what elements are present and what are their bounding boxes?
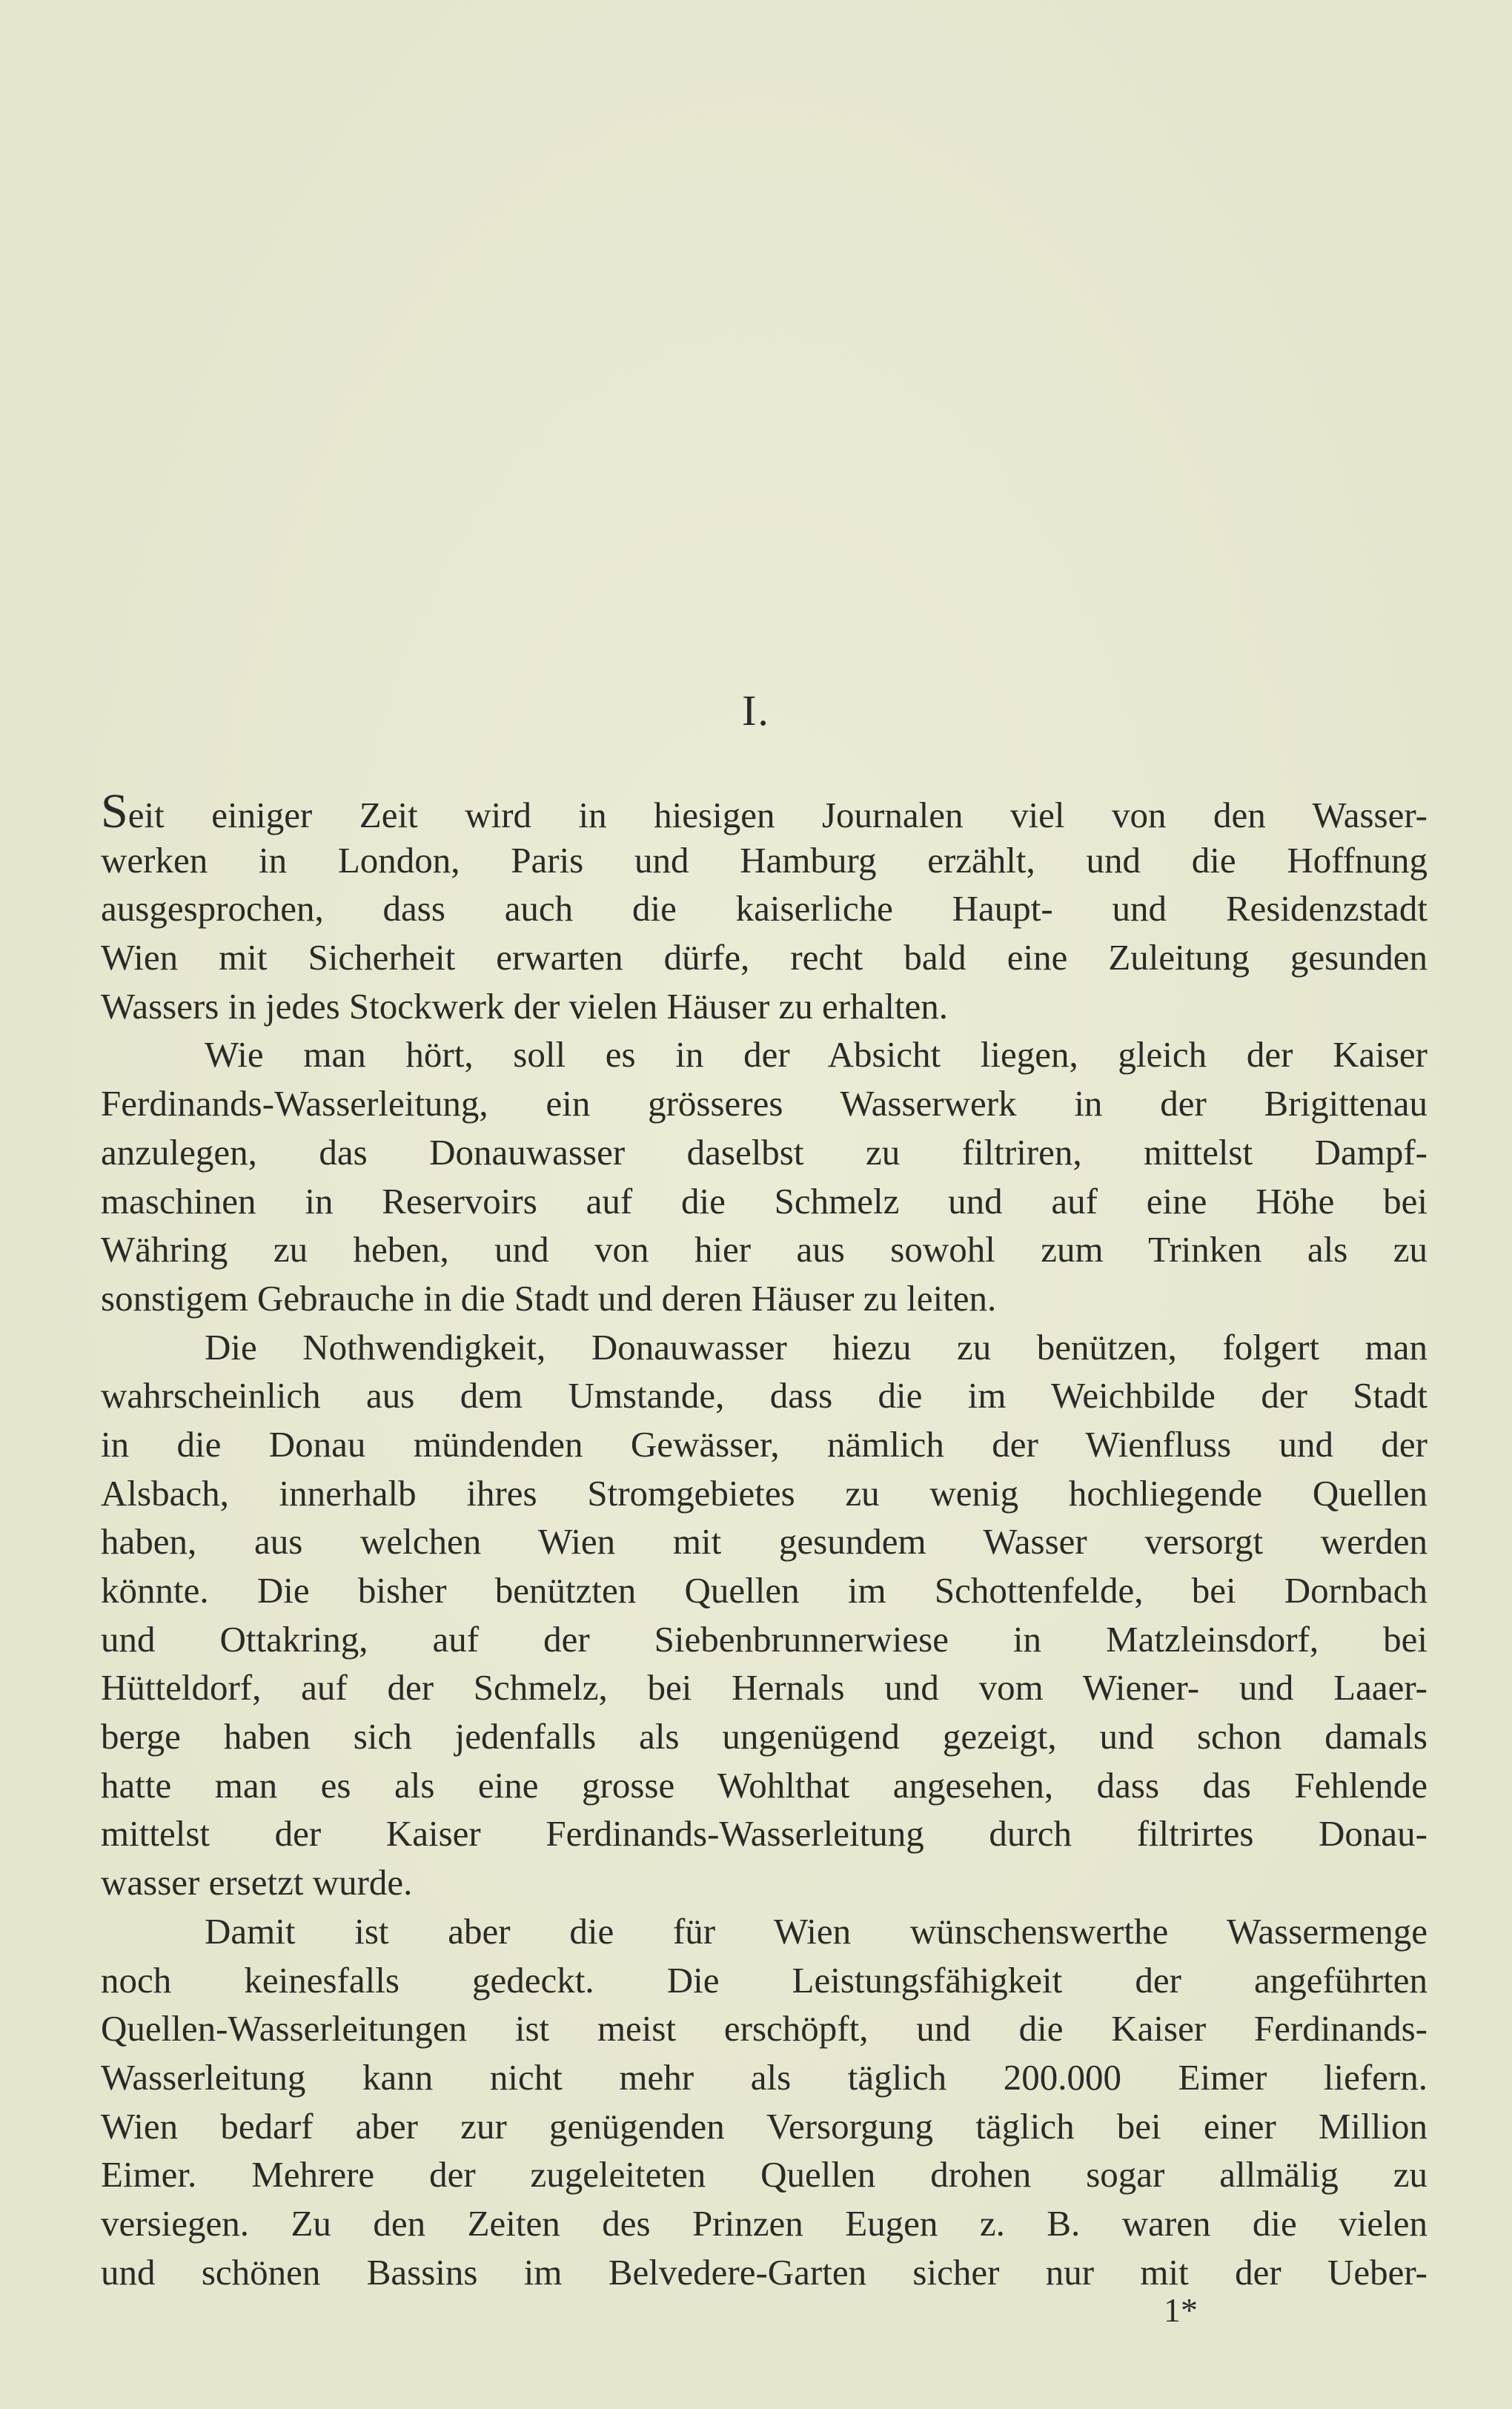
text-line: [101, 1566, 1428, 1615]
text-line: [101, 1079, 1428, 1128]
text-line: [101, 2199, 1428, 2248]
text-line-content: Die Nothwendigkeit, Donauwasser hiezu zu benützen, folgert man: [205, 1326, 1428, 1368]
text-line: [101, 1615, 1428, 1664]
text-line: [101, 1225, 1428, 1274]
text-line-content: und schönen Bassins im Belvedere-Garten sicher nur mit der Ueber-: [101, 2251, 1428, 2293]
text-line-content: Wien bedarf aber zur genügenden Versorgung täglich bei einer Million: [101, 2105, 1428, 2147]
text-line-content: anzulegen, das Donauwasser daselbst zu filtriren, mittelst Dampf-: [101, 1131, 1428, 1173]
text-line-content: und Ottakring, auf der Siebenbrunnerwiese in Matzleinsdorf, bei: [101, 1618, 1428, 1660]
text-line-content: noch keinesfalls gedeckt. Die Leistungsfähigkeit der angeführten: [101, 1959, 1428, 2001]
text-line-content: Ferdinands-Wasserleitung, ein grösseres Wasserwerk in der Brigittenau: [101, 1083, 1428, 1124]
text-line-content: maschinen in Reservoirs auf die Schmelz und auf eine Höhe bei: [101, 1180, 1428, 1222]
text-line: [101, 1809, 1428, 1858]
text-line-content: haben, aus welchen Wien mit gesundem Wasser versorgt werden: [101, 1521, 1428, 1563]
text-line: [101, 1517, 1428, 1566]
text-line-content: berge haben sich jedenfalls als ungenügend gezeigt, und schon damals: [101, 1716, 1428, 1757]
text-line: [101, 2004, 1428, 2053]
text-line-content: wasser ersetzt wurde.: [101, 1862, 413, 1903]
text-line: [101, 933, 1428, 982]
body-text: [101, 787, 1428, 2296]
text-line-content: Wien mit Sicherheit erwarten dürfe, recht bald eine Zuleitung gesunden: [101, 937, 1428, 978]
chapter-heading: I.: [742, 686, 770, 735]
text-line-content: versiegen. Zu den Zeiten des Prinzen Eugen z. B. waren die vielen: [101, 2202, 1428, 2244]
text-line-content: eit einiger Zeit wird in hiesigen Journalen viel von den Wasser-: [127, 795, 1428, 835]
text-line-content: sonstigem Gebrauche in die Stadt und deren Häuser zu leiten.: [101, 1277, 997, 1319]
text-line-content: werken in London, Paris und Hamburg erzählt, und die Hoffnung: [101, 839, 1428, 881]
text-line: [101, 2053, 1428, 2102]
text-line-content: Hütteldorf, auf der Schmelz, bei Hernals und vom Wiener- und Laaer-: [101, 1667, 1428, 1709]
text-line: [101, 2248, 1428, 2297]
text-line: [101, 1956, 1428, 2005]
text-line: [101, 1420, 1428, 1469]
drop-cap: S: [101, 787, 128, 836]
text-line: [101, 1858, 1428, 1907]
text-line: [101, 787, 1428, 836]
text-line-content: Quellen-Wasserleitungen ist meist erschöpft, und die Kaiser Ferdinands-: [101, 2008, 1428, 2050]
text-line-content: in die Donau mündenden Gewässer, nämlich der Wienfluss und der: [101, 1423, 1428, 1465]
text-line-content: hatte man es als eine grosse Wohlthat angesehen, dass das Fehlende: [101, 1764, 1428, 1806]
text-line: [101, 1323, 1428, 1372]
text-line-content: wahrscheinlich aus dem Umstande, dass die im Weichbilde der Stadt: [101, 1375, 1428, 1416]
text-line-content: Wasserleitung kann nicht mehr als täglich 200.000 Eimer liefern.: [101, 2056, 1428, 2098]
text-line: [101, 1663, 1428, 1712]
text-line-content: Alsbach, innerhalb ihres Stromgebietes zu wenig hochliegende Quellen: [101, 1472, 1428, 1514]
page-number: 1*: [1164, 2291, 1198, 2329]
text-line-content: ausgesprochen, dass auch die kaiserliche Haupt- und Residenzstadt: [101, 888, 1428, 930]
text-line: [101, 982, 1428, 1031]
text-line: [101, 1907, 1428, 1956]
text-line: [101, 836, 1428, 885]
text-line: [101, 1030, 1428, 1079]
text-line: [101, 1371, 1428, 1420]
text-line-content: Damit ist aber die für Wien wünschenswerthe Wassermenge: [205, 1910, 1428, 1952]
text-line: [101, 1177, 1428, 1226]
text-line: [101, 1128, 1428, 1177]
text-line-content: mittelst der Kaiser Ferdinands-Wasserleitung durch filtrirtes Donau-: [101, 1813, 1428, 1855]
text-line-content: Währing zu heben, und von hier aus sowohl zum Trinken als zu: [101, 1229, 1428, 1270]
text-line: [101, 1469, 1428, 1518]
text-line: [101, 2150, 1428, 2199]
text-line: [101, 2102, 1428, 2151]
text-line-content: Eimer. Mehrere der zugeleiteten Quellen drohen sogar allmälig zu: [101, 2154, 1428, 2196]
text-line-content: Wie man hört, soll es in der Absicht liegen, gleich der Kaiser: [205, 1034, 1428, 1076]
text-line: [101, 1274, 1428, 1323]
text-line-content: könnte. Die bisher benützten Quellen im Schottenfelde, bei Dornbach: [101, 1570, 1428, 1611]
text-line: [101, 884, 1428, 933]
text-line: [101, 1712, 1428, 1761]
text-line: [101, 1761, 1428, 1810]
text-line-content: Wassers in jedes Stockwerk der vielen Häuser zu erhalten.: [101, 985, 949, 1027]
